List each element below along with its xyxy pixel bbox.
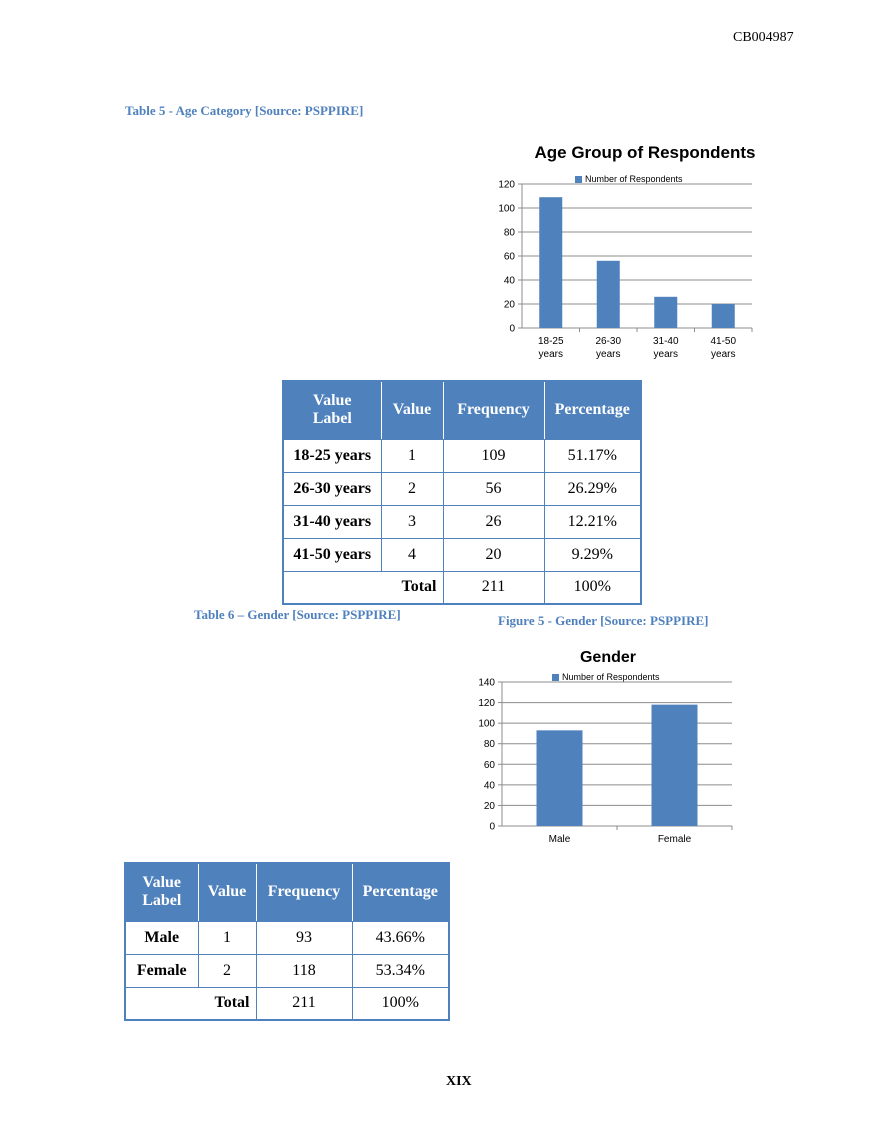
total-label: Total bbox=[125, 987, 256, 1020]
header-frequency: Frequency bbox=[443, 381, 544, 439]
x-tick-label: 26-30 bbox=[595, 336, 622, 347]
table-header-row bbox=[125, 863, 449, 921]
y-tick-label: 100 bbox=[498, 203, 515, 215]
row-label: 41-50 years bbox=[283, 538, 381, 571]
row-percentage: 26.29% bbox=[544, 472, 641, 505]
row-frequency: 26 bbox=[443, 505, 544, 538]
x-tick-label: years bbox=[653, 349, 678, 360]
y-tick-label: 80 bbox=[503, 227, 515, 239]
total-percentage: 100% bbox=[544, 571, 641, 604]
header-value: Value bbox=[198, 863, 256, 921]
x-tick-label: years bbox=[538, 349, 563, 360]
row-frequency: 93 bbox=[256, 921, 352, 954]
total-percentage: 100% bbox=[352, 987, 449, 1020]
table5-caption: Table 5 - Age Category [Source: PSPPIRE] bbox=[125, 103, 364, 118]
row-frequency: 118 bbox=[256, 954, 352, 987]
y-tick-label: 40 bbox=[483, 780, 495, 792]
header-value: Value bbox=[381, 381, 443, 439]
row-value: 2 bbox=[381, 472, 443, 505]
row-label: 18-25 years bbox=[283, 439, 381, 472]
y-tick-label: 40 bbox=[503, 275, 515, 287]
header-percentage: Percentage bbox=[352, 863, 449, 921]
figure5-caption: Figure 5 - Gender [Source: PSPPIRE] bbox=[498, 613, 709, 628]
row-label: 31-40 years bbox=[283, 505, 381, 538]
table-row bbox=[125, 921, 449, 954]
table-row bbox=[283, 538, 641, 571]
table6-caption: Table 6 – Gender [Source: PSPPIRE] bbox=[194, 607, 401, 622]
row-percentage: 53.34% bbox=[352, 954, 449, 987]
y-tick-label: 140 bbox=[478, 677, 495, 689]
table-row bbox=[125, 954, 449, 987]
chart-title: Gender bbox=[579, 649, 637, 666]
row-value: 4 bbox=[381, 538, 443, 571]
legend-swatch bbox=[552, 674, 559, 681]
y-tick-label: 20 bbox=[503, 299, 515, 311]
age-group-chart-svg bbox=[478, 140, 778, 370]
row-label: Male bbox=[125, 921, 198, 954]
total-row bbox=[125, 987, 449, 1020]
x-tick-label: years bbox=[596, 349, 621, 360]
legend-swatch bbox=[575, 176, 582, 183]
x-tick-label: 41-50 bbox=[710, 336, 737, 347]
table-header-row bbox=[283, 381, 641, 439]
gender-chart-svg bbox=[460, 645, 745, 850]
y-tick-label: 0 bbox=[489, 821, 495, 833]
gender-chart bbox=[460, 645, 745, 850]
x-tick-label: Male bbox=[548, 834, 571, 845]
row-frequency: 109 bbox=[443, 439, 544, 472]
bar bbox=[597, 261, 620, 328]
gender-table bbox=[124, 862, 450, 1021]
header-value-label: Value Label bbox=[125, 863, 198, 921]
header-frequency: Frequency bbox=[256, 863, 352, 921]
y-tick-label: 120 bbox=[478, 698, 495, 710]
y-tick-label: 60 bbox=[503, 251, 515, 263]
y-tick-label: 60 bbox=[483, 759, 495, 771]
bar bbox=[539, 197, 562, 328]
chart-title: Age Group of Respondents bbox=[534, 143, 756, 162]
page-number: XIX bbox=[446, 1074, 472, 1089]
bar bbox=[537, 730, 583, 826]
legend-label: Number of Respondents bbox=[562, 672, 660, 682]
table-row bbox=[283, 472, 641, 505]
row-frequency: 20 bbox=[443, 538, 544, 571]
x-tick-label: 31-40 bbox=[652, 336, 679, 347]
total-row bbox=[283, 571, 641, 604]
total-frequency: 211 bbox=[256, 987, 352, 1020]
document-id: CB004987 bbox=[733, 30, 794, 45]
y-tick-label: 0 bbox=[509, 323, 515, 335]
age-group-chart bbox=[478, 140, 778, 370]
total-label: Total bbox=[283, 571, 443, 604]
row-percentage: 12.21% bbox=[544, 505, 641, 538]
y-tick-label: 80 bbox=[483, 739, 495, 751]
bar bbox=[654, 297, 677, 328]
row-percentage: 43.66% bbox=[352, 921, 449, 954]
row-value: 2 bbox=[198, 954, 256, 987]
header-percentage: Percentage bbox=[544, 381, 641, 439]
age-category-table bbox=[282, 380, 642, 605]
row-value: 3 bbox=[381, 505, 443, 538]
row-label: 26-30 years bbox=[283, 472, 381, 505]
header-value-label: Value Label bbox=[283, 381, 381, 439]
x-tick-label: 18-25 bbox=[537, 336, 564, 347]
row-value: 1 bbox=[198, 921, 256, 954]
row-label: Female bbox=[125, 954, 198, 987]
x-tick-label: Female bbox=[657, 834, 692, 845]
y-tick-label: 20 bbox=[483, 800, 495, 812]
table-row bbox=[283, 439, 641, 472]
bar bbox=[712, 304, 735, 328]
bar bbox=[652, 705, 698, 826]
table-row bbox=[283, 505, 641, 538]
total-frequency: 211 bbox=[443, 571, 544, 604]
x-tick-label: years bbox=[711, 349, 736, 360]
row-percentage: 9.29% bbox=[544, 538, 641, 571]
row-frequency: 56 bbox=[443, 472, 544, 505]
y-tick-label: 100 bbox=[478, 718, 495, 730]
row-value: 1 bbox=[381, 439, 443, 472]
legend-label: Number of Respondents bbox=[585, 174, 683, 184]
y-tick-label: 120 bbox=[498, 179, 515, 191]
row-percentage: 51.17% bbox=[544, 439, 641, 472]
